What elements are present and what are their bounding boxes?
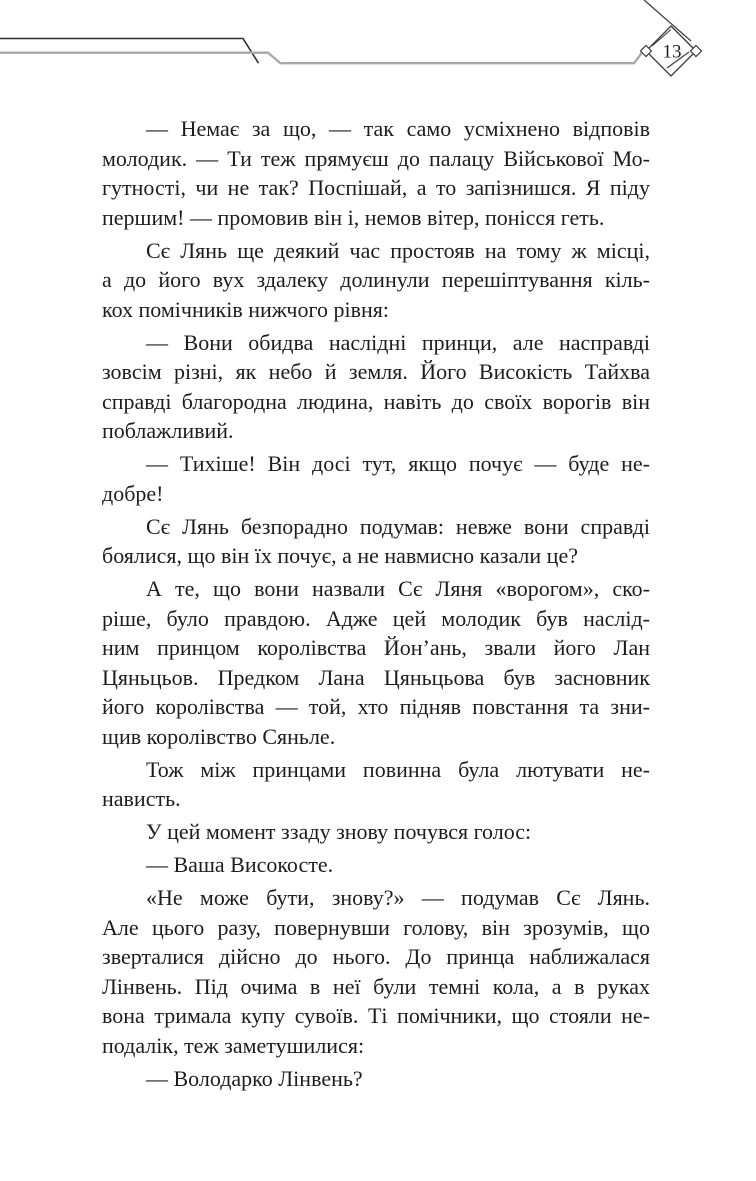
text-line: Але цього разу, повернувши голову, він зрозумів, що bbox=[102, 914, 650, 940]
text-line: Тож між принцами повинна була лютувати не- bbox=[146, 756, 650, 782]
text-line: ним принцом королівства Йон’ань, звали його Лан bbox=[102, 635, 650, 660]
text-line: У цей момент ззаду знову почувся голос: bbox=[146, 819, 532, 844]
paragraph bbox=[102, 1064, 650, 1094]
paragraph bbox=[102, 328, 650, 446]
paragraph bbox=[102, 850, 650, 880]
paragraph bbox=[102, 574, 650, 751]
text-line: першим! — промовив він і, немов вітер, понісся геть. bbox=[102, 204, 605, 230]
text-line: нависть. bbox=[102, 786, 181, 811]
paragraph bbox=[102, 512, 650, 571]
text-line: Цяньцьов. Предком Лана Цяньцьова був засновник bbox=[102, 664, 650, 690]
text-line: Сє Лянь ще деякий час простояв на тому ж місці, bbox=[146, 237, 650, 263]
text-line: а до його вух здалеку долинули перешіптування кіль- bbox=[102, 267, 650, 292]
text-line: подалік, теж заметушилися: bbox=[102, 1032, 365, 1058]
text-line: поблажливий. bbox=[102, 418, 234, 443]
text-line: його королівства — той, хто підняв повстання та зни- bbox=[102, 694, 650, 719]
text-line: зовсім різні, як небо й земля. Його Високість Тайхва bbox=[102, 359, 650, 384]
text-line: Лінвень. Під очима в неї були темні кола, а в руках bbox=[102, 973, 650, 999]
text-line: молодик. — Ти теж прямуєш до палацу Військової Мо- bbox=[102, 145, 650, 171]
text-line: — Немає за що, — так само усміхнено відповів bbox=[146, 116, 650, 141]
paragraph bbox=[102, 755, 650, 814]
text-line: — Вони обидва наслідні принци, але насправді bbox=[146, 329, 650, 355]
paragraph bbox=[102, 449, 650, 508]
text-line: щив королівство Сяньле. bbox=[102, 723, 336, 749]
page-number: 13 bbox=[662, 41, 682, 63]
text-line: кох помічників нижчого рівня: bbox=[102, 296, 389, 322]
paragraph bbox=[102, 817, 650, 847]
header-decoration bbox=[0, 0, 756, 100]
paragraph bbox=[102, 236, 650, 325]
text-line: зверталися дійсно до нього. До принца наближалася bbox=[102, 944, 650, 969]
text-line: боялися, що він їх почує, а не навмисно казали це? bbox=[102, 543, 578, 568]
header-rule-gray bbox=[0, 53, 642, 64]
text-line: — Ваша Високосте. bbox=[146, 852, 334, 877]
text-line: «Не може бути, знову?» — подумав Сє Лянь. bbox=[146, 885, 650, 910]
page-text bbox=[102, 114, 650, 1093]
text-line: ріше, було правдою. Адже цей молодик був наслід- bbox=[102, 605, 650, 631]
header-rule-dark bbox=[0, 39, 259, 64]
text-line: А те, що вони назвали Сє Ляня «ворогом», ско- bbox=[146, 576, 650, 601]
paragraph bbox=[102, 114, 650, 232]
text-line: вона тримала купу сувоїв. Ті помічники, що стояли не- bbox=[102, 1003, 650, 1028]
text-line: Сє Лянь безпорадно подумав: невже вони справді bbox=[146, 513, 650, 539]
text-line: гутності, чи не так? Поспішай, а то запізнишся. Я піду bbox=[102, 175, 650, 200]
text-line: добре! bbox=[102, 480, 164, 506]
text-line: — Тихіше! Він досі тут, якщо почує — буде не- bbox=[146, 451, 650, 476]
paragraph bbox=[102, 883, 650, 1060]
page-number-ornament bbox=[641, 26, 702, 76]
text-line: справді благородна людина, навіть до своїх ворогів він bbox=[102, 388, 650, 414]
text-line: — Володарко Лінвень? bbox=[146, 1065, 363, 1091]
